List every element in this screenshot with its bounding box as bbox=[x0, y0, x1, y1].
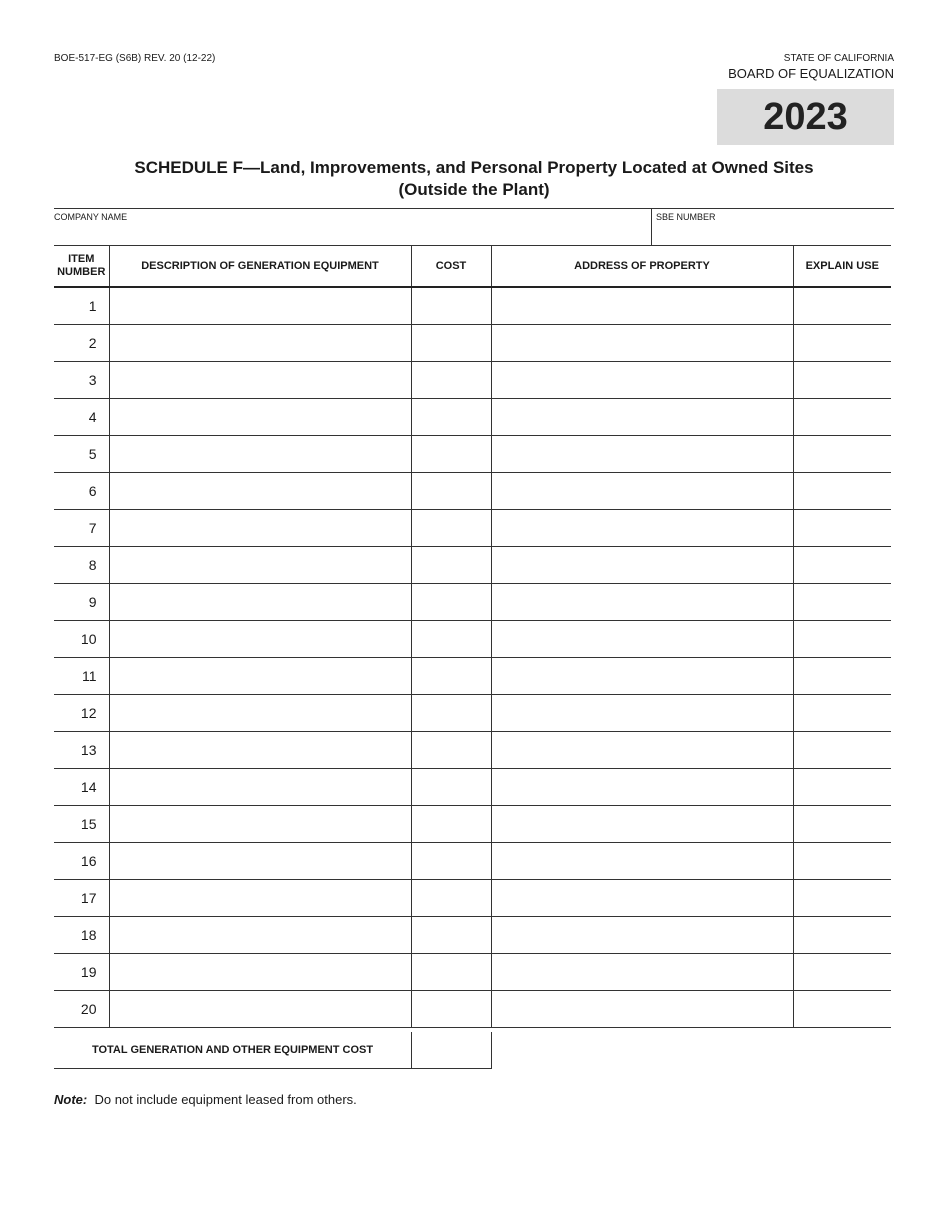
row-explain-use-field[interactable] bbox=[793, 806, 891, 843]
row-address-field[interactable] bbox=[491, 473, 793, 510]
row-description-field[interactable] bbox=[109, 436, 411, 473]
row-item-number: 12 bbox=[54, 695, 109, 732]
table-row bbox=[54, 621, 891, 658]
row-address-field[interactable] bbox=[491, 695, 793, 732]
row-address-field[interactable] bbox=[491, 399, 793, 436]
table-row bbox=[54, 806, 891, 843]
note: Note: Do not include equipment leased from others. bbox=[54, 1092, 357, 1107]
row-item-number: 17 bbox=[54, 880, 109, 917]
row-item-number: 3 bbox=[54, 362, 109, 399]
table-row bbox=[54, 473, 891, 510]
row-item-number: 13 bbox=[54, 732, 109, 769]
row-item-number: 8 bbox=[54, 547, 109, 584]
table-row bbox=[54, 991, 891, 1028]
row-explain-use-field[interactable] bbox=[793, 917, 891, 954]
table-row bbox=[54, 769, 891, 806]
row-explain-use-field[interactable] bbox=[793, 547, 891, 584]
row-cost-field[interactable] bbox=[411, 362, 491, 399]
table-row bbox=[54, 399, 891, 436]
sbe-number-field[interactable] bbox=[651, 209, 894, 245]
table-row bbox=[54, 436, 891, 473]
row-address-field[interactable] bbox=[491, 880, 793, 917]
row-explain-use-field[interactable] bbox=[793, 954, 891, 991]
row-explain-use-field[interactable] bbox=[793, 473, 891, 510]
row-item-number: 19 bbox=[54, 954, 109, 991]
row-address-field[interactable] bbox=[491, 584, 793, 621]
note-text: Do not include equipment leased from others. bbox=[94, 1092, 357, 1107]
row-address-field[interactable] bbox=[491, 806, 793, 843]
row-explain-use-field[interactable] bbox=[793, 880, 891, 917]
table-row bbox=[54, 584, 891, 621]
row-explain-use-field[interactable] bbox=[793, 769, 891, 806]
table-header-row bbox=[54, 246, 891, 288]
row-explain-use-field[interactable] bbox=[793, 584, 891, 621]
row-description-field[interactable] bbox=[109, 917, 411, 954]
row-description-field[interactable] bbox=[109, 287, 411, 325]
table-row bbox=[54, 917, 891, 954]
row-description-field[interactable] bbox=[109, 695, 411, 732]
row-explain-use-field[interactable] bbox=[793, 621, 891, 658]
header-description: DESCRIPTION OF GENERATION EQUIPMENT bbox=[109, 246, 411, 288]
row-address-field[interactable] bbox=[491, 436, 793, 473]
row-item-number: 16 bbox=[54, 843, 109, 880]
company-name-field[interactable] bbox=[54, 209, 651, 245]
row-description-field[interactable] bbox=[109, 362, 411, 399]
row-cost-field[interactable] bbox=[411, 621, 491, 658]
row-address-field[interactable] bbox=[491, 510, 793, 547]
row-item-number: 6 bbox=[54, 473, 109, 510]
note-label: Note bbox=[54, 1092, 83, 1107]
row-address-field[interactable] bbox=[491, 325, 793, 362]
row-explain-use-field[interactable] bbox=[793, 287, 891, 325]
row-cost-field[interactable] bbox=[411, 473, 491, 510]
row-cost-field[interactable] bbox=[411, 695, 491, 732]
row-cost-field[interactable] bbox=[411, 732, 491, 769]
row-item-number: 4 bbox=[54, 399, 109, 436]
row-item-number: 15 bbox=[54, 806, 109, 843]
row-description-field[interactable] bbox=[109, 954, 411, 991]
row-item-number: 11 bbox=[54, 658, 109, 695]
row-cost-field[interactable] bbox=[411, 769, 491, 806]
table-row bbox=[54, 325, 891, 362]
row-explain-use-field[interactable] bbox=[793, 362, 891, 399]
row-cost-field[interactable] bbox=[411, 954, 491, 991]
row-item-number: 7 bbox=[54, 510, 109, 547]
title-line-2: (Outside the Plant) bbox=[398, 180, 550, 199]
row-cost-field[interactable] bbox=[411, 584, 491, 621]
row-description-field[interactable] bbox=[109, 658, 411, 695]
row-description-field[interactable] bbox=[109, 769, 411, 806]
row-description-field[interactable] bbox=[109, 325, 411, 362]
row-description-field[interactable] bbox=[109, 473, 411, 510]
row-explain-use-field[interactable] bbox=[793, 658, 891, 695]
table-row bbox=[54, 843, 891, 880]
table-row bbox=[54, 695, 891, 732]
row-explain-use-field[interactable] bbox=[793, 843, 891, 880]
row-item-number: 5 bbox=[54, 436, 109, 473]
row-cost-field[interactable] bbox=[411, 658, 491, 695]
table-row bbox=[54, 880, 891, 917]
table-row bbox=[54, 547, 891, 584]
row-description-field[interactable] bbox=[109, 880, 411, 917]
schedule-title bbox=[54, 157, 894, 201]
row-explain-use-field[interactable] bbox=[793, 991, 891, 1028]
identification-row bbox=[54, 208, 894, 245]
row-cost-field[interactable] bbox=[411, 436, 491, 473]
row-description-field[interactable] bbox=[109, 399, 411, 436]
row-item-number: 10 bbox=[54, 621, 109, 658]
state-name: STATE OF CALIFORNIA bbox=[783, 53, 894, 64]
row-item-number: 18 bbox=[54, 917, 109, 954]
sbe-number-label: SBE NUMBER bbox=[656, 212, 716, 222]
table-row bbox=[54, 658, 891, 695]
company-name-label: COMPANY NAME bbox=[54, 212, 128, 222]
row-address-field[interactable] bbox=[491, 287, 793, 325]
row-item-number: 1 bbox=[54, 287, 109, 325]
row-description-field[interactable] bbox=[109, 732, 411, 769]
row-address-field[interactable] bbox=[491, 621, 793, 658]
row-explain-use-field[interactable] bbox=[793, 510, 891, 547]
row-address-field[interactable] bbox=[491, 732, 793, 769]
year-badge: 2023 bbox=[717, 89, 894, 145]
row-address-field[interactable] bbox=[491, 547, 793, 584]
table-row bbox=[54, 287, 891, 325]
form-id: BOE-517-EG (S6B) REV. 20 (12-22) bbox=[54, 53, 216, 64]
row-item-number: 9 bbox=[54, 584, 109, 621]
total-row bbox=[54, 1032, 492, 1069]
header-cost: COST bbox=[411, 246, 491, 288]
row-cost-field[interactable] bbox=[411, 917, 491, 954]
board-name: BOARD OF EQUALIZATION bbox=[728, 66, 894, 81]
agency-block bbox=[728, 53, 894, 81]
title-line-1: SCHEDULE F—Land, Improvements, and Personal Property Located at Owned Sites bbox=[134, 158, 814, 177]
row-cost-field[interactable] bbox=[411, 991, 491, 1028]
row-description-field[interactable] bbox=[109, 584, 411, 621]
row-cost-field[interactable] bbox=[411, 880, 491, 917]
row-cost-field[interactable] bbox=[411, 287, 491, 325]
row-explain-use-field[interactable] bbox=[793, 695, 891, 732]
row-explain-use-field[interactable] bbox=[793, 732, 891, 769]
table-row bbox=[54, 510, 891, 547]
header-address: ADDRESS OF PROPERTY bbox=[491, 246, 793, 288]
row-item-number: 2 bbox=[54, 325, 109, 362]
table-row bbox=[54, 954, 891, 991]
header-item-number: ITEM NUMBER bbox=[54, 246, 109, 288]
row-address-field[interactable] bbox=[491, 917, 793, 954]
table-row bbox=[54, 732, 891, 769]
row-address-field[interactable] bbox=[491, 658, 793, 695]
row-cost-field[interactable] bbox=[411, 806, 491, 843]
row-address-field[interactable] bbox=[491, 769, 793, 806]
row-address-field[interactable] bbox=[491, 991, 793, 1028]
row-description-field[interactable] bbox=[109, 991, 411, 1028]
row-item-number: 20 bbox=[54, 991, 109, 1028]
row-address-field[interactable] bbox=[491, 362, 793, 399]
row-item-number: 14 bbox=[54, 769, 109, 806]
row-cost-field[interactable] bbox=[411, 843, 491, 880]
equipment-table bbox=[54, 245, 891, 1028]
row-cost-field[interactable] bbox=[411, 325, 491, 362]
row-cost-field[interactable] bbox=[411, 399, 491, 436]
row-cost-field[interactable] bbox=[411, 547, 491, 584]
row-explain-use-field[interactable] bbox=[793, 399, 891, 436]
row-description-field[interactable] bbox=[109, 806, 411, 843]
row-cost-field[interactable] bbox=[411, 510, 491, 547]
header-explain-use: EXPLAIN USE bbox=[793, 246, 891, 288]
total-cost-field[interactable] bbox=[411, 1032, 492, 1069]
row-description-field[interactable] bbox=[109, 621, 411, 658]
total-label: TOTAL GENERATION AND OTHER EQUIPMENT COST bbox=[54, 1032, 411, 1069]
row-description-field[interactable] bbox=[109, 510, 411, 547]
row-description-field[interactable] bbox=[109, 547, 411, 584]
row-description-field[interactable] bbox=[109, 843, 411, 880]
table-row bbox=[54, 362, 891, 399]
row-explain-use-field[interactable] bbox=[793, 325, 891, 362]
row-address-field[interactable] bbox=[491, 843, 793, 880]
row-explain-use-field[interactable] bbox=[793, 436, 891, 473]
row-address-field[interactable] bbox=[491, 954, 793, 991]
